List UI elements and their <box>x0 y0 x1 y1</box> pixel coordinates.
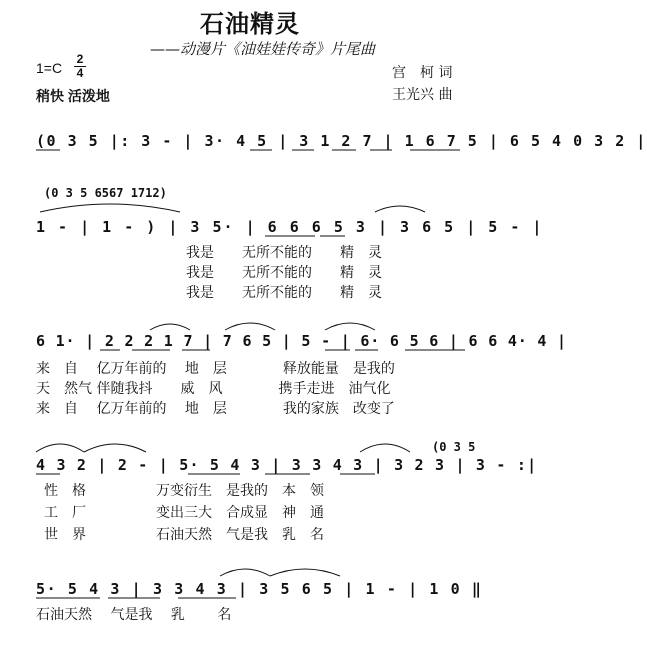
page-title: 石油精灵 <box>200 9 300 38</box>
lyric-row-4-verse-2: 工 厂 变出三大 合成显 神 通 <box>44 505 324 521</box>
score-row-5-notes: 5· 5 4 3 | 3 3 4 3 | 3 5 6 5 | 1 - | 1 0 ‖ <box>36 580 483 598</box>
tempo-marking: 稍快 活泼地 <box>36 88 110 104</box>
key-signature: 1=C <box>36 60 63 76</box>
slur-row-5 <box>220 569 270 576</box>
slur-row-4c <box>360 444 410 452</box>
slur-row-3b <box>225 323 275 330</box>
score-row-2-notes: 1 - | 1 - ) | 3 5· | 6 6 6 5 3 | 3 6 5 | 5 - | <box>36 218 544 236</box>
score-row-4-notes: 4 3 2 | 2 - | 5· 5 4 3 | 3 3 4 3 | 3 2 3 | 3 - :| <box>36 456 538 474</box>
score-row-3-notes: 6 1· | 2 2 2 1 7 | 7 6 5 | 5 - | 6· 6 5 6 | 6 6 4· 4 | <box>36 332 567 350</box>
lyric-row-2-verse-2: 我是 无所不能的 精 灵 <box>186 265 382 281</box>
score-row-1-notes: (0 3 5 |: 3 - | 3· 4 5 | 3 1 2 7 | 1 6 7 5 | 6 5 4 0 3 2 | <box>36 132 647 150</box>
lyric-row-3-verse-3: 来 自 亿万年前的 地 层 我的家族 改变了 <box>36 401 395 417</box>
lyric-row-4-verse-1: 性 格 万变衍生 是我的 本 领 <box>44 483 324 499</box>
slur-row-4 <box>36 444 84 452</box>
score-row-2-intro: (0 3 5 6567 1712) <box>44 186 167 200</box>
subtitle: ——动漫片《油娃娃传奇》片尾曲 <box>150 40 376 58</box>
score-row-4-pickup: (0 3 5 <box>432 440 476 454</box>
time-bottom: 4 <box>74 66 86 80</box>
slur-row-2b <box>375 206 425 212</box>
slur-row-4b <box>84 444 146 452</box>
lyric-row-4-verse-3: 世 界 石油天然 气是我 乳 名 <box>44 527 324 543</box>
lyricist-credit: 宫 柯 词 <box>392 65 453 81</box>
lyric-row-3-verse-2: 天 然气 伴随我抖 威 风 携手走进 油气化 <box>36 381 391 397</box>
slur-row-3c <box>325 323 375 330</box>
underlines <box>36 150 465 598</box>
slur-row-3 <box>150 324 190 330</box>
slur-row-2 <box>40 204 180 212</box>
lyric-row-3-verse-1: 来 自 亿万年前的 地 层 释放能量 是我的 <box>36 361 395 377</box>
lyric-row-2-verse-1: 我是 无所不能的 精 灵 <box>186 245 382 261</box>
lyric-row-2-verse-3: 我是 无所不能的 精 灵 <box>186 285 382 301</box>
lyric-row-5-verse-1: 石油天然 气是我 乳 名 <box>36 607 232 623</box>
composer-credit: 王光兴 曲 <box>392 87 453 103</box>
time-top: 2 <box>76 52 84 66</box>
slur-row-5b <box>270 569 340 576</box>
